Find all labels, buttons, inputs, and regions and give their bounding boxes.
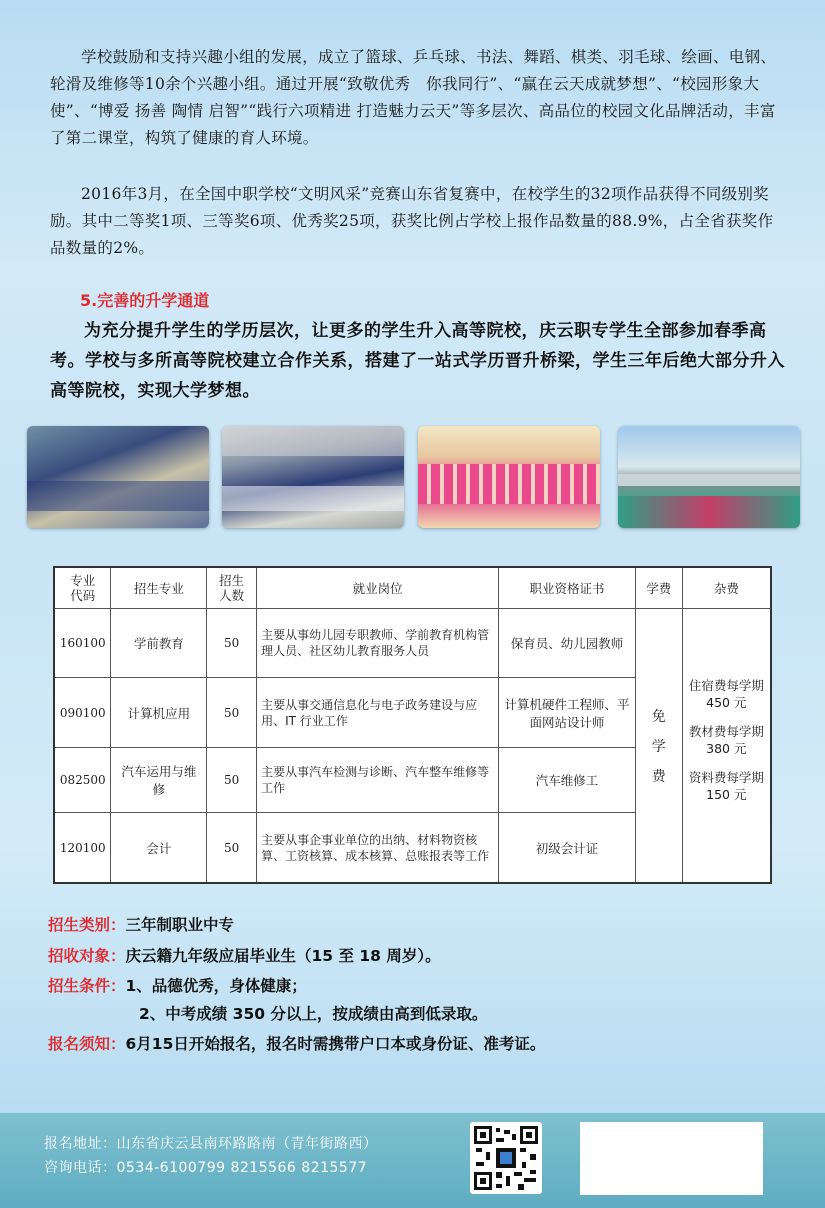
header-jobs: 就业岗位 xyxy=(257,567,499,609)
intro-paragraph-interest-groups: 学校鼓励和支持兴趣小组的发展，成立了篮球、乒乓球、书法、舞蹈、棋类、羽毛球、绘画、电钢、轮滑及维修等10余个兴趣小组。通过开展“致敬优秀 你我同行”、“赢在云天成就梦想”、“校园形象大使”、“博爱 扬善 陶情 启智”“践行六项精进 打造魅力云天”等多层次、高品位的校园文化品牌活动，丰富了第二课堂，构筑了健康的育人环境。 xyxy=(50,48,777,147)
cell-major: 会计 xyxy=(111,813,207,884)
info-value: 三年制职业中专 xyxy=(125,916,235,934)
info-label: 招收对象： xyxy=(48,947,126,965)
cell-jobs: 主要从事幼儿园专职教师、学前教育机构管理人员、社区幼儿教育服务人员 xyxy=(257,609,499,678)
header-number: 招生 人数 xyxy=(207,567,257,609)
misc-fee-textbook: 教材费每学期 380 元 xyxy=(688,723,764,756)
cell-number: 50 xyxy=(207,609,257,678)
photo-basketball xyxy=(618,426,800,528)
header-code: 专业 代码 xyxy=(54,567,111,609)
header-misc-fees: 杂费 xyxy=(682,567,771,609)
cell-tuition-free: 免 学 费 xyxy=(635,609,682,884)
section-title: 5.完善的升学通道 xyxy=(80,291,210,310)
footer-address: 报名地址：山东省庆云县南环路路南（青年街路西） xyxy=(44,1136,378,1152)
info-label: 招生条件： xyxy=(48,977,126,995)
header-major: 招生专业 xyxy=(111,567,207,609)
cell-number: 50 xyxy=(207,748,257,813)
photo-classroom xyxy=(27,426,209,528)
cell-code: 160100 xyxy=(54,609,111,678)
cell-jobs: 主要从事汽车检测与诊断、汽车整车维修等工作 xyxy=(257,748,499,813)
misc-fee-materials: 资料费每学期 150 元 xyxy=(688,769,764,802)
cell-code: 082500 xyxy=(54,748,111,813)
blank-panel xyxy=(580,1122,763,1195)
footer-phone: 咨询电话：0534-6100799 8215566 8215577 xyxy=(44,1160,368,1176)
info-conditions xyxy=(48,975,307,997)
info-label: 招生类别： xyxy=(48,916,126,934)
cell-jobs: 主要从事企事业单位的出纳、材料物资核 算、工资核算、成本核算、总账报表等工作 xyxy=(257,813,499,884)
section-body: 为充分提升学生的学历层次，让更多的学生升入高等院校，庆云职专学生全部参加春季高考。学校与多所高等院校建立合作关系，搭建了一站式学历晋升桥梁，学生三年后绝大部分升入高等院校，实现大学梦想。 xyxy=(50,321,785,401)
cell-jobs: 主要从事交通信息化与电子政务建设与应用、IT 行业工作 xyxy=(257,678,499,748)
cell-misc-fees xyxy=(682,609,771,884)
info-value: 2、中考成绩 350 分以上，按成绩由高到低录取。 xyxy=(139,1005,488,1023)
footer-bar xyxy=(0,1113,825,1208)
cell-major: 汽车运用与维修 xyxy=(111,748,207,813)
cell-certificate: 保育员、幼儿园教师 xyxy=(499,609,636,678)
info-conditions-2 xyxy=(139,1003,487,1025)
intro-paragraph-awards: 2016年3月，在全国中职学校“文明风采”竞赛山东省复赛中，在校学生的32项作品获得不同级别奖励。其中二等奖1项、三等奖6项、优秀奖25项，获奖比例占学校上报作品数量的88.9%，占全省获奖作品数量的2%。 xyxy=(50,185,774,257)
table-row xyxy=(54,609,771,678)
cell-code: 090100 xyxy=(54,678,111,748)
info-target xyxy=(48,945,441,967)
table-header-row xyxy=(54,567,771,609)
cell-major: 学前教育 xyxy=(111,609,207,678)
cell-number: 50 xyxy=(207,813,257,884)
cell-certificate: 计算机硬件工程师、平面网站设计师 xyxy=(499,678,636,748)
cell-certificate: 初级会计证 xyxy=(499,813,636,884)
cell-number: 50 xyxy=(207,678,257,748)
misc-fee-lodging: 住宿费每学期 450 元 xyxy=(688,677,764,710)
photo-training xyxy=(222,426,404,528)
info-value: 6月15日开始报名，报名时需携带户口本或身份证、准考证。 xyxy=(125,1035,546,1053)
info-value: 1、品德优秀，身体健康； xyxy=(125,977,307,995)
header-tuition: 学费 xyxy=(635,567,682,609)
enrollment-table xyxy=(53,566,772,884)
cell-certificate: 汽车维修工 xyxy=(499,748,636,813)
cell-major: 计算机应用 xyxy=(111,678,207,748)
info-notice xyxy=(48,1033,545,1055)
header-certificate: 职业资格证书 xyxy=(499,567,636,609)
qr-code-icon[interactable] xyxy=(470,1122,542,1194)
info-label: 报名须知： xyxy=(48,1035,126,1053)
info-value: 庆云籍九年级应届毕业生（15 至 18 周岁）。 xyxy=(125,947,441,965)
photo-performance xyxy=(418,426,600,528)
cell-code: 120100 xyxy=(54,813,111,884)
info-enrollment-type xyxy=(48,914,234,936)
